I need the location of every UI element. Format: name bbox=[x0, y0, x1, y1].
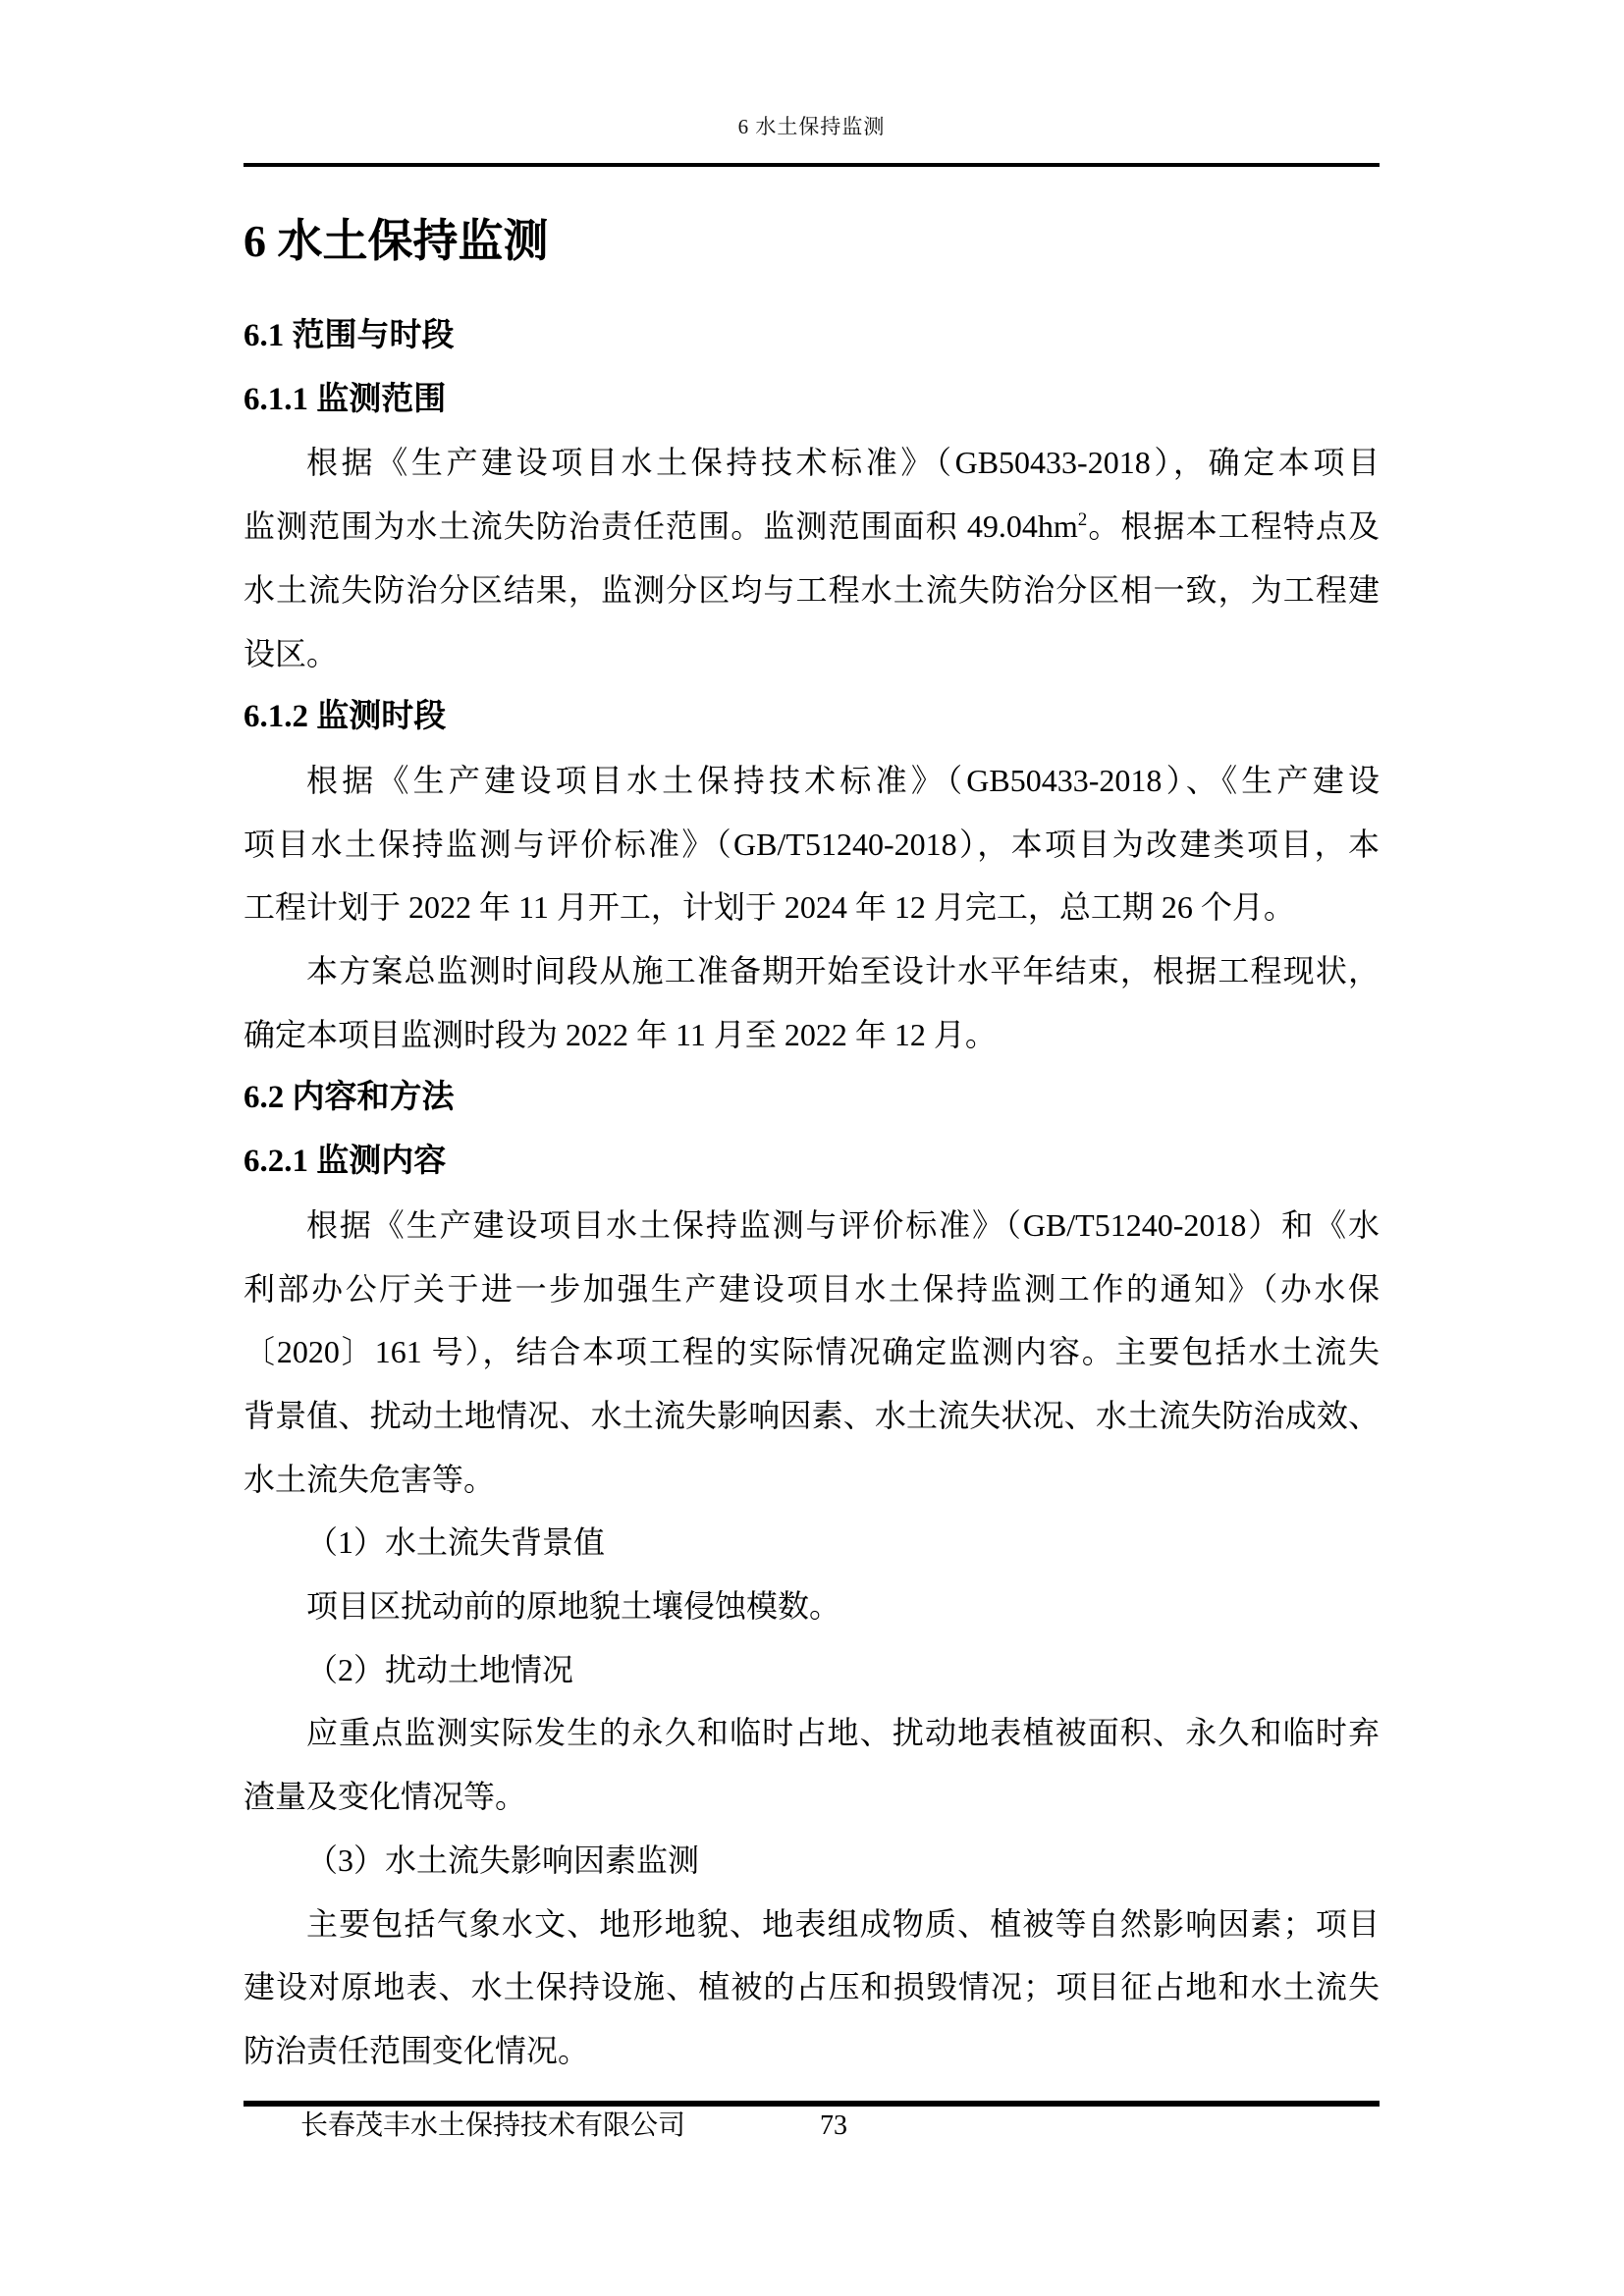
body-line bbox=[244, 495, 1380, 559]
body-line: 工程计划于 2022 年 11 月开工，计划于 2024 年 12 月完工，总工期 26 个月。 bbox=[244, 889, 1295, 926]
section-heading-6-2: 6.2 内容和方法 bbox=[244, 1080, 455, 1116]
section-heading-6-2-1: 6.2.1 监测内容 bbox=[244, 1144, 447, 1180]
section-heading-6-1: 6.1 范围与时段 bbox=[244, 318, 455, 353]
list-item-1-heading: （1）水土流失背景值 bbox=[306, 1524, 606, 1561]
body-line: 利部办公厅关于进一步加强生产建设项目水土保持监测工作的通知》（办水保 bbox=[244, 1270, 1380, 1307]
running-header-title: 6 水土保持监测 bbox=[737, 115, 886, 138]
body-line: 项目水土保持监测与评价标准》（GB/T51240-2018），本项目为改建类项目，本 bbox=[244, 826, 1380, 862]
body-line: 应重点监测实际发生的永久和临时占地、扰动地表植被面积、永久和临时弃 bbox=[306, 1715, 1380, 1751]
page-footer bbox=[244, 2107, 1380, 2146]
body-line: 确定本项目监测时段为 2022 年 11 月至 2022 年 12 月。 bbox=[244, 1016, 997, 1052]
body-line: 建设对原地表、水土保持设施、植被的占压和损毁情况；项目征占地和水土流失 bbox=[244, 1969, 1380, 2005]
body-text: 。根据本工程特点及 bbox=[1087, 508, 1380, 545]
chapter-title: 6 水土保持监测 bbox=[244, 216, 549, 266]
body-text: 监测范围为水土流失防治责任范围。监测范围面积 49.04hm bbox=[244, 508, 1078, 545]
body-line: 水土流失危害等。 bbox=[244, 1461, 496, 1497]
section-heading-6-1-1: 6.1.1 监测范围 bbox=[244, 381, 447, 417]
body-line: 背景值、扰动土地情况、水土流失影响因素、水土流失状况、水土流失防治成效、 bbox=[244, 1397, 1380, 1433]
body-line: 设区。 bbox=[244, 635, 339, 671]
section-heading-6-1-2: 6.1.2 监测时段 bbox=[244, 699, 447, 735]
body-line: 防治责任范围变化情况。 bbox=[244, 2032, 590, 2068]
list-item-2-heading: （2）扰动土地情况 bbox=[306, 1651, 574, 1687]
body-line: 根据《生产建设项目水土保持技术标准》（GB50433-2018）、《生产建设 bbox=[306, 762, 1380, 798]
body-line: 根据《生产建设项目水土保持技术标准》（GB50433-2018），确定本项目 bbox=[306, 445, 1380, 481]
body-line: 根据《生产建设项目水土保持监测与评价标准》（GB/T51240-2018）和《水 bbox=[306, 1206, 1380, 1243]
footer-company-name: 长春茂丰水土保持技术有限公司 bbox=[300, 2110, 686, 2141]
header-rule bbox=[244, 163, 1380, 167]
footer-page-number: 73 bbox=[820, 2110, 847, 2141]
superscript: 2 bbox=[1077, 509, 1088, 531]
body-line: 渣量及变化情况等。 bbox=[244, 1779, 527, 1815]
body-line: 本方案总监测时间段从施工准备期开始至设计水平年结束，根据工程现状， bbox=[306, 953, 1380, 989]
body-line: 项目区扰动前的原地貌土壤侵蚀模数。 bbox=[306, 1588, 841, 1625]
document-body bbox=[244, 168, 1380, 2083]
body-line: 水土流失防治分区结果，监测分区均与工程水土流失防治分区相一致，为工程建 bbox=[244, 571, 1380, 608]
list-item-3-heading: （3）水土流失影响因素监测 bbox=[306, 1842, 700, 1878]
body-line: 〔2020〕161 号），结合本项工程的实际情况确定监测内容。主要包括水土流失 bbox=[244, 1334, 1380, 1370]
body-line: 主要包括气象水文、地形地貌、地表组成物质、植被等自然影响因素；项目 bbox=[306, 1905, 1380, 1942]
running-header bbox=[244, 116, 1380, 137]
